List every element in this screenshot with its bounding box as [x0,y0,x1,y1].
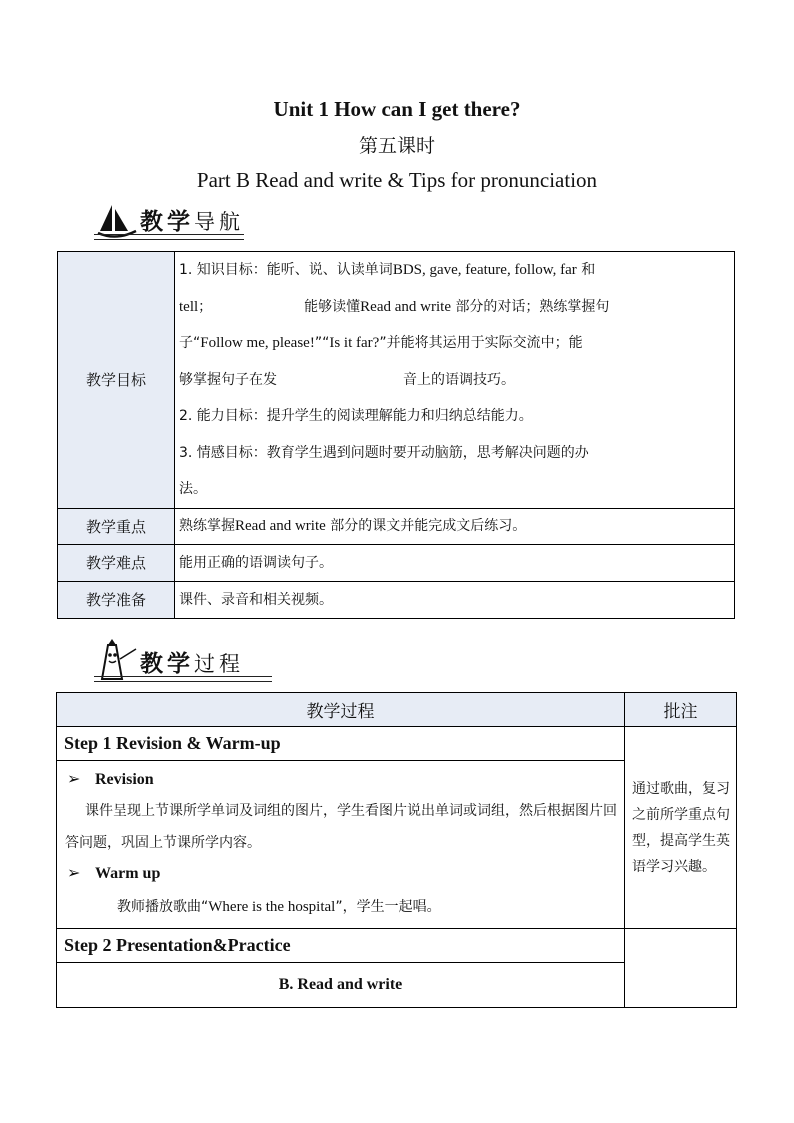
banner-underline [94,234,244,240]
notes-column-header: 批注 [625,693,737,727]
goals-label: 教学目标 [58,252,175,509]
difficulty-label: 教学难点 [58,544,175,581]
arrow-bullet-icon: ➢ [67,771,81,788]
focus-row [58,508,735,544]
revision-heading: ➢ Revision [65,765,618,795]
banner-underline [94,676,272,682]
arrow-bullet-icon: ➢ [67,865,81,882]
banner-title: 教学过程 [140,651,244,677]
goals-content: 1. 知识目标：能听、说、认读单词BDS, gave, feature, follow, far 和 tell； 能够读懂Read and write 部分的对话；熟练掌握句 子“Follow me, please!”“Is it far?”并能将其运用于实际交流中；能 够掌握句子在发 音上的语调技巧。 2. 能力目标：提升学生的阅读理解能力和归纳总结能力。 3. 情感目标：教育学生遇到问题时要开动脑筋，思考解决问题的办 法。 [175,252,735,509]
warmup-text: 教师播放歌曲“Where is the hospital”，学生一起唱。 [117,899,441,915]
goals-row [58,252,735,509]
step1-body [57,761,625,929]
step2-title-row [57,929,737,963]
teaching-process-table [56,692,737,1008]
unit-title: Unit 1 How can I get there? [273,97,521,121]
focus-content: 熟练掌握Read and write 部分的课文并能完成文后练习。 [175,508,735,544]
prep-row [58,581,735,618]
prep-content: 课件、录音和相关视频。 [175,581,735,618]
step2-title: Step 2 Presentation&Practice [57,929,625,963]
process-header-row [57,693,737,727]
difficulty-content: 能用正确的语调读句子。 [175,544,735,581]
step1-title-row [57,727,737,761]
banner-title: 教学导航 [140,209,244,235]
step2-note [625,929,737,1008]
lesson-number: 第五课时 [358,135,435,157]
prep-label: 教学准备 [58,581,175,618]
focus-label: 教学重点 [58,508,175,544]
warmup-heading: ➢ Warm up [65,859,618,889]
step2-subtitle: B. Read and write [57,963,625,1008]
part-subtitle: Part B Read and write & Tips for pronunciation [196,168,598,192]
revision-text: 课件呈现上节课所学单词及词组的图片，学生看图片说出单词或词组，然后根据图片回答问题，巩固上节课所学内容。 [65,803,617,851]
difficulty-row [58,544,735,581]
lesson-overview-table [57,251,735,619]
process-column-header: 教学过程 [57,693,625,727]
teaching-process-banner [94,644,272,686]
teaching-navigation-banner [94,202,244,244]
step1-note: 通过歌曲，复习之前所学重点句型，提高学生英语学习兴趣。 [625,727,737,929]
step1-title: Step 1 Revision & Warm-up [57,727,625,761]
